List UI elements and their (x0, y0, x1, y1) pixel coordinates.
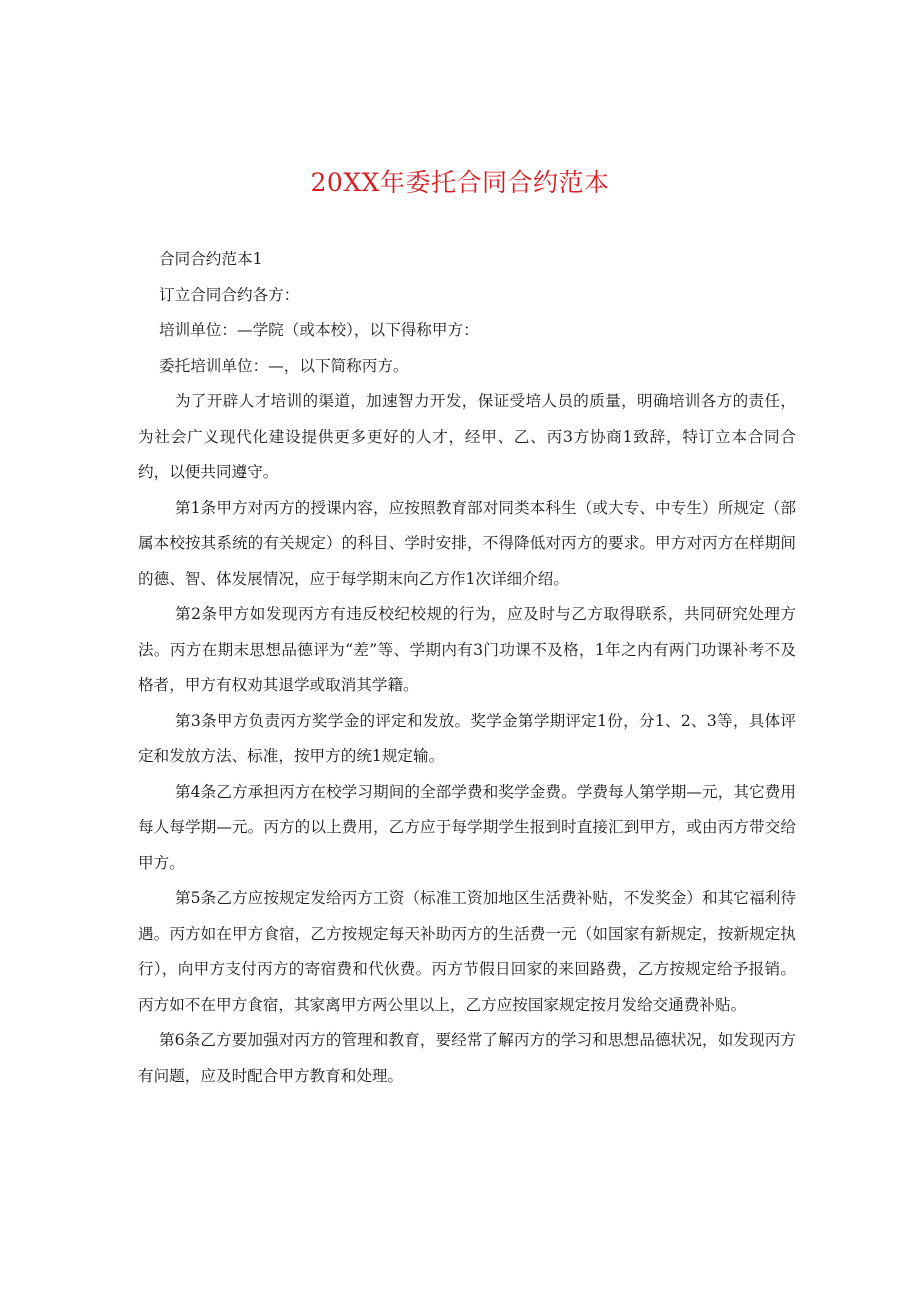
paragraph-article-2: 第2条甲方如发现丙方有违反校纪校规的行为，应及时与乙方取得联系，共同研究处理方法。丙方在期末思想品德评为“差”等、学期内有3门功课不及格，1年之内有两门功课补考不及格者，甲方有权劝其退学或取消其学籍。 (138, 605, 796, 694)
paragraph-heading: 合同合约范本1 (159, 250, 263, 268)
paragraph-entrusting-unit: 委托培训单位：—，以下简称丙方。 (159, 356, 409, 375)
paragraph-article-3: 第3条甲方负责丙方奖学金的评定和发放。奖学金第学期评定1份，分1、2、3等，具体评定和发放方法、标准，按甲方的统1规定输。 (138, 711, 796, 765)
paragraph-article-5: 第5条乙方应按规定发给丙方工资（标准工资加地区生活费补贴，不发奖金）和其它福利待遇。丙方如在甲方食宿，乙方按规定每天补助丙方的生活费一元（如国家有新规定，按新规定执行），向甲方支付丙方的寄宿费和代伙费。丙方节假日回家的来回路费，乙方按规定给予报销。丙方如不在甲方食宿，其家离甲方两公里以上，乙方应按国家规定按月发给交通费补贴。 (138, 889, 796, 1014)
paragraph-article-4: 第4条乙方承担丙方在校学习期间的全部学费和奖学金费。学费每人第学期—元，其它费用每人每学期—元。丙方的以上费用，乙方应于每学期学生报到时直接汇到甲方，或由丙方带交给甲方。 (138, 782, 796, 872)
paragraph-training-unit: 培训单位：—学院（或本校），以下得称甲方： (159, 321, 479, 339)
document-body (138, 242, 796, 1094)
paragraph-parties: 订立合同合约各方： (159, 285, 300, 304)
paragraph-article-1: 第1条甲方对丙方的授课内容，应按照教育部对同类本科生（或大专、中专生）所规定（部属本校按其系统的有关规定）的科目、学时安排，不得降低对丙方的要求。甲方对丙方在样期间的德、智、体发展情况，应于每学期末向乙方作1次详细介绍。 (138, 498, 796, 588)
paragraph-preamble: 为了开辟人才培训的渠道，加速智力开发，保证受培人员的质量，明确培训各方的责任，为社会广义现代化建设提供更多更好的人才，经甲、乙、丙3方协商1致辞，特订立本合同合约，以便共同遵守。 (138, 392, 796, 481)
paragraph-article-6: 第6条乙方要加强对丙方的管理和教育，要经常了解丙方的学习和思想品德状况，如发现丙方有问题，应及时配合甲方教育和处理。 (138, 1031, 796, 1085)
document-title: 20XX年委托合同合约范本 (310, 168, 610, 197)
